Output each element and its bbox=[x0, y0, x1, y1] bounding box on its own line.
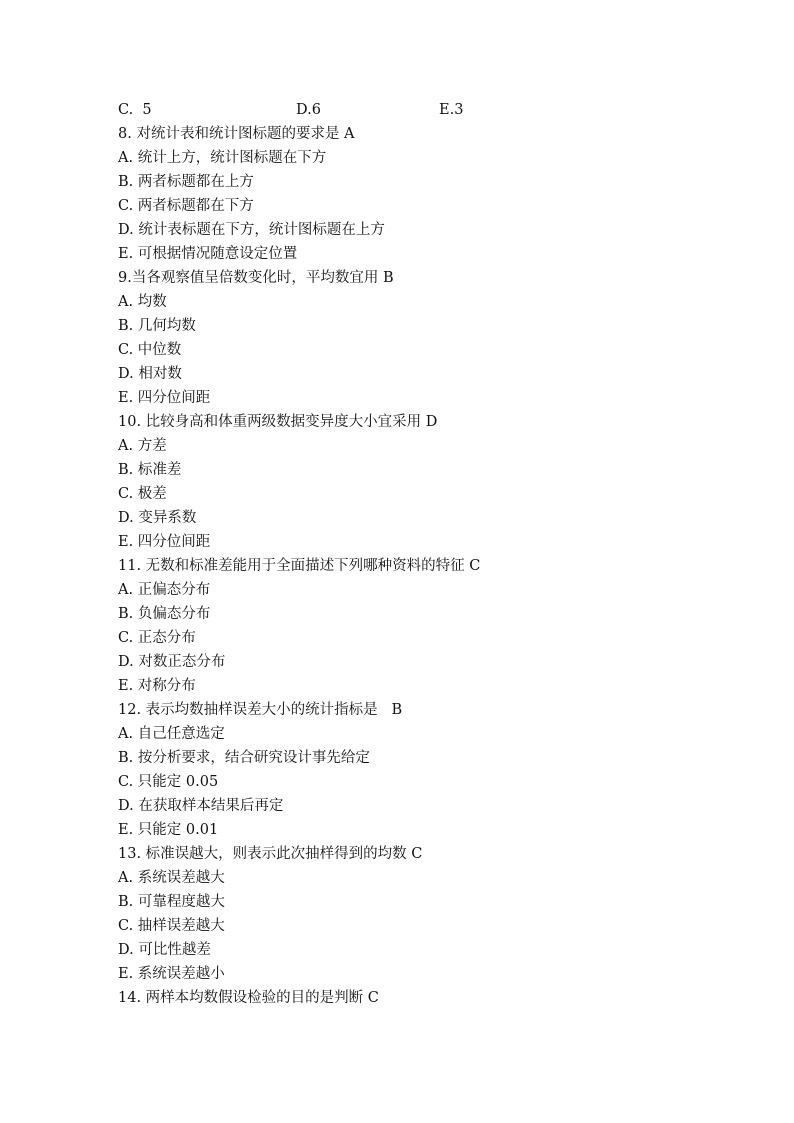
option-line: A. 系统误差越大 bbox=[118, 870, 225, 886]
option-line: B. 标准差 bbox=[118, 462, 182, 478]
question-line: 8. 对统计表和统计图标题的要求是 A bbox=[118, 126, 355, 142]
option-e: E.3 bbox=[439, 102, 464, 118]
option-line: D. 可比性越差 bbox=[118, 942, 211, 958]
option-line: D. 变异系数 bbox=[118, 510, 197, 526]
option-line: A. 均数 bbox=[118, 294, 167, 310]
option-line: E. 四分位间距 bbox=[118, 534, 211, 550]
option-line: E. 可根据情况随意设定位置 bbox=[118, 246, 298, 262]
option-line: A. 正偏态分布 bbox=[118, 582, 211, 598]
option-line: B. 按分析要求，结合研究设计事先给定 bbox=[118, 750, 370, 766]
option-line: A. 自己任意选定 bbox=[118, 726, 225, 742]
option-line: A. 方差 bbox=[118, 438, 167, 454]
option-line: B. 几何均数 bbox=[118, 318, 196, 334]
option-line: A. 统计上方，统计图标题在下方 bbox=[118, 150, 327, 166]
option-line: D. 相对数 bbox=[118, 366, 182, 382]
question-line: 10. 比较身高和体重两级数据变异度大小宜采用 D bbox=[118, 414, 438, 430]
option-line: B. 两者标题都在上方 bbox=[118, 174, 254, 190]
option-line: C. 极差 bbox=[118, 486, 167, 502]
option-line: D. 对数正态分布 bbox=[118, 654, 226, 670]
question-line: 13. 标准误越大，则表示此次抽样得到的均数 C bbox=[118, 846, 423, 862]
question-line: 9.当各观察值呈倍数变化时，平均数宜用 B bbox=[118, 270, 394, 286]
option-line: C. 只能定 0.05 bbox=[118, 774, 219, 790]
question-lines bbox=[118, 122, 758, 1010]
option-line: C. 两者标题都在下方 bbox=[118, 198, 254, 214]
question-line: 12. 表示均数抽样误差大小的统计指标是 B bbox=[118, 702, 403, 718]
option-line: E. 只能定 0.01 bbox=[118, 822, 219, 838]
option-line: D. 统计表标题在下方，统计图标题在上方 bbox=[118, 222, 385, 238]
option-d: D.6 bbox=[296, 102, 321, 118]
option-line: B. 负偏态分布 bbox=[118, 606, 211, 622]
option-line: E. 系统误差越小 bbox=[118, 966, 225, 982]
option-line: C. 中位数 bbox=[118, 342, 182, 358]
options-row-q7 bbox=[118, 98, 758, 122]
question-line: 11. 无数和标准差能用于全面描述下列哪种资料的特征 C bbox=[118, 558, 481, 574]
option-line: B. 可靠程度越大 bbox=[118, 894, 225, 910]
option-line: E. 四分位间距 bbox=[118, 390, 211, 406]
option-line: C. 抽样误差越大 bbox=[118, 918, 225, 934]
option-line: D. 在获取样本结果后再定 bbox=[118, 798, 284, 814]
question-line: 14. 两样本均数假设检验的目的是判断 C bbox=[118, 990, 379, 1006]
option-c: C. 5 bbox=[118, 102, 152, 118]
option-line: C. 正态分布 bbox=[118, 630, 196, 646]
option-line: E. 对称分布 bbox=[118, 678, 196, 694]
document-page bbox=[118, 98, 758, 1010]
